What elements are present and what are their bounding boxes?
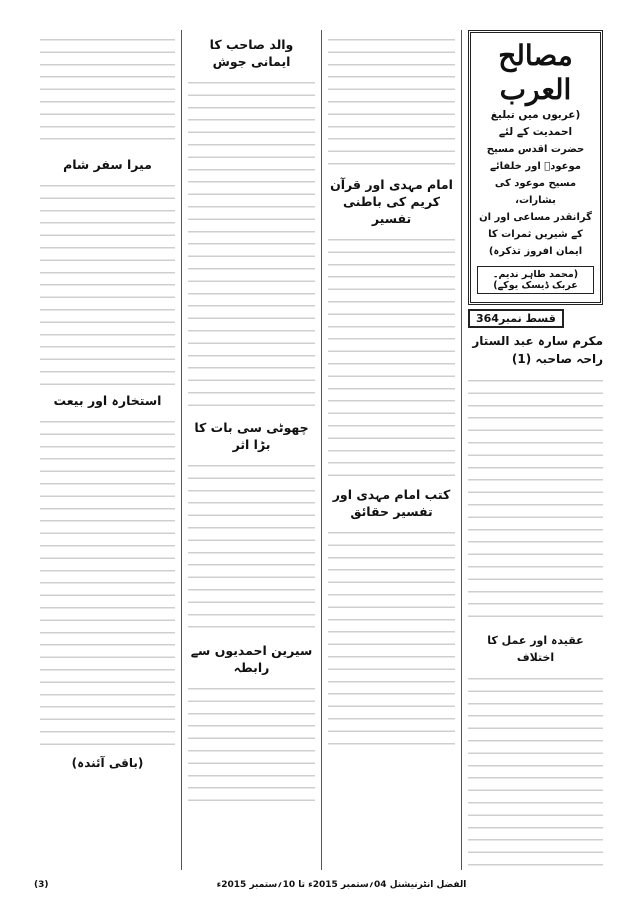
col3-body-part-2 xyxy=(328,230,455,480)
section-heading-syrian-ahmadis: سیرین احمدیوں سے رابطہ xyxy=(190,643,313,675)
column-grid xyxy=(34,30,609,870)
col3-body-part-1 xyxy=(328,30,455,170)
masthead-line-2: حضرت اقدس مسیح موعودؑ اور خلفائے مسیح موعود کی بشارات، xyxy=(486,144,585,206)
col2-body-part-3 xyxy=(188,679,315,809)
column-second xyxy=(182,30,322,870)
page-number: (3) xyxy=(34,880,49,890)
article-body-part-1 xyxy=(468,371,603,626)
col1-body-part-2 xyxy=(40,176,175,386)
masthead xyxy=(468,30,603,305)
col1-body-part-3 xyxy=(40,412,175,752)
column-right xyxy=(462,30,609,870)
page-footer xyxy=(34,876,609,894)
section-heading-journey-syria: میرا سفر شام xyxy=(63,157,152,172)
section-heading-imam-mahdi-quran: امام مہدی اور قرآن کریم کی باطنی تفسیر xyxy=(330,177,453,226)
writer-credit: (محمد طاہر ندیم۔عربک ڈیسک یوکے) xyxy=(477,266,594,294)
section-heading-small-thing: چھوٹی سی بات کا بڑا اثر xyxy=(194,420,309,452)
column-third xyxy=(322,30,462,870)
masthead-line-3: گرانقدر مساعی اور ان کے شیریں ثمرات کا ایمان افروز تذکرہ) xyxy=(479,212,592,257)
article-heading: مکرم سارہ عبد الستار راحہ صاحبہ (1) xyxy=(472,334,603,366)
continued-notice: (باقی آئندہ) xyxy=(71,756,144,770)
col2-body-part-2 xyxy=(188,456,315,636)
episode-number-badge: قسط نمبر364 xyxy=(468,309,564,328)
masthead-title: مصالح العرب xyxy=(498,39,573,106)
section-heading-istikhara-bayat: استخارہ اور بیعت xyxy=(53,393,162,408)
section-heading-belief: عقیدہ اور عمل کا اختلاف xyxy=(487,634,584,664)
section-heading-books-tafsir: کتب امام مہدی اور تفسیر حقائق xyxy=(332,487,451,519)
issue-dateline: الفضل انٹرنیشنل 04؍ستمبر 2015ء تا 10؍ستمبر 2015ء xyxy=(216,880,467,890)
col1-body-part-1 xyxy=(40,30,175,150)
column-left xyxy=(34,30,182,870)
col2-body-part-1 xyxy=(188,73,315,413)
col3-body-part-3 xyxy=(328,523,455,753)
masthead-subtitle: (عربوں میں تبلیغ احمدیت کے لئے xyxy=(490,109,581,138)
article-body-part-2 xyxy=(468,669,603,870)
section-heading-father-faith: والد صاحب کا ایمانی جوش xyxy=(209,37,294,69)
